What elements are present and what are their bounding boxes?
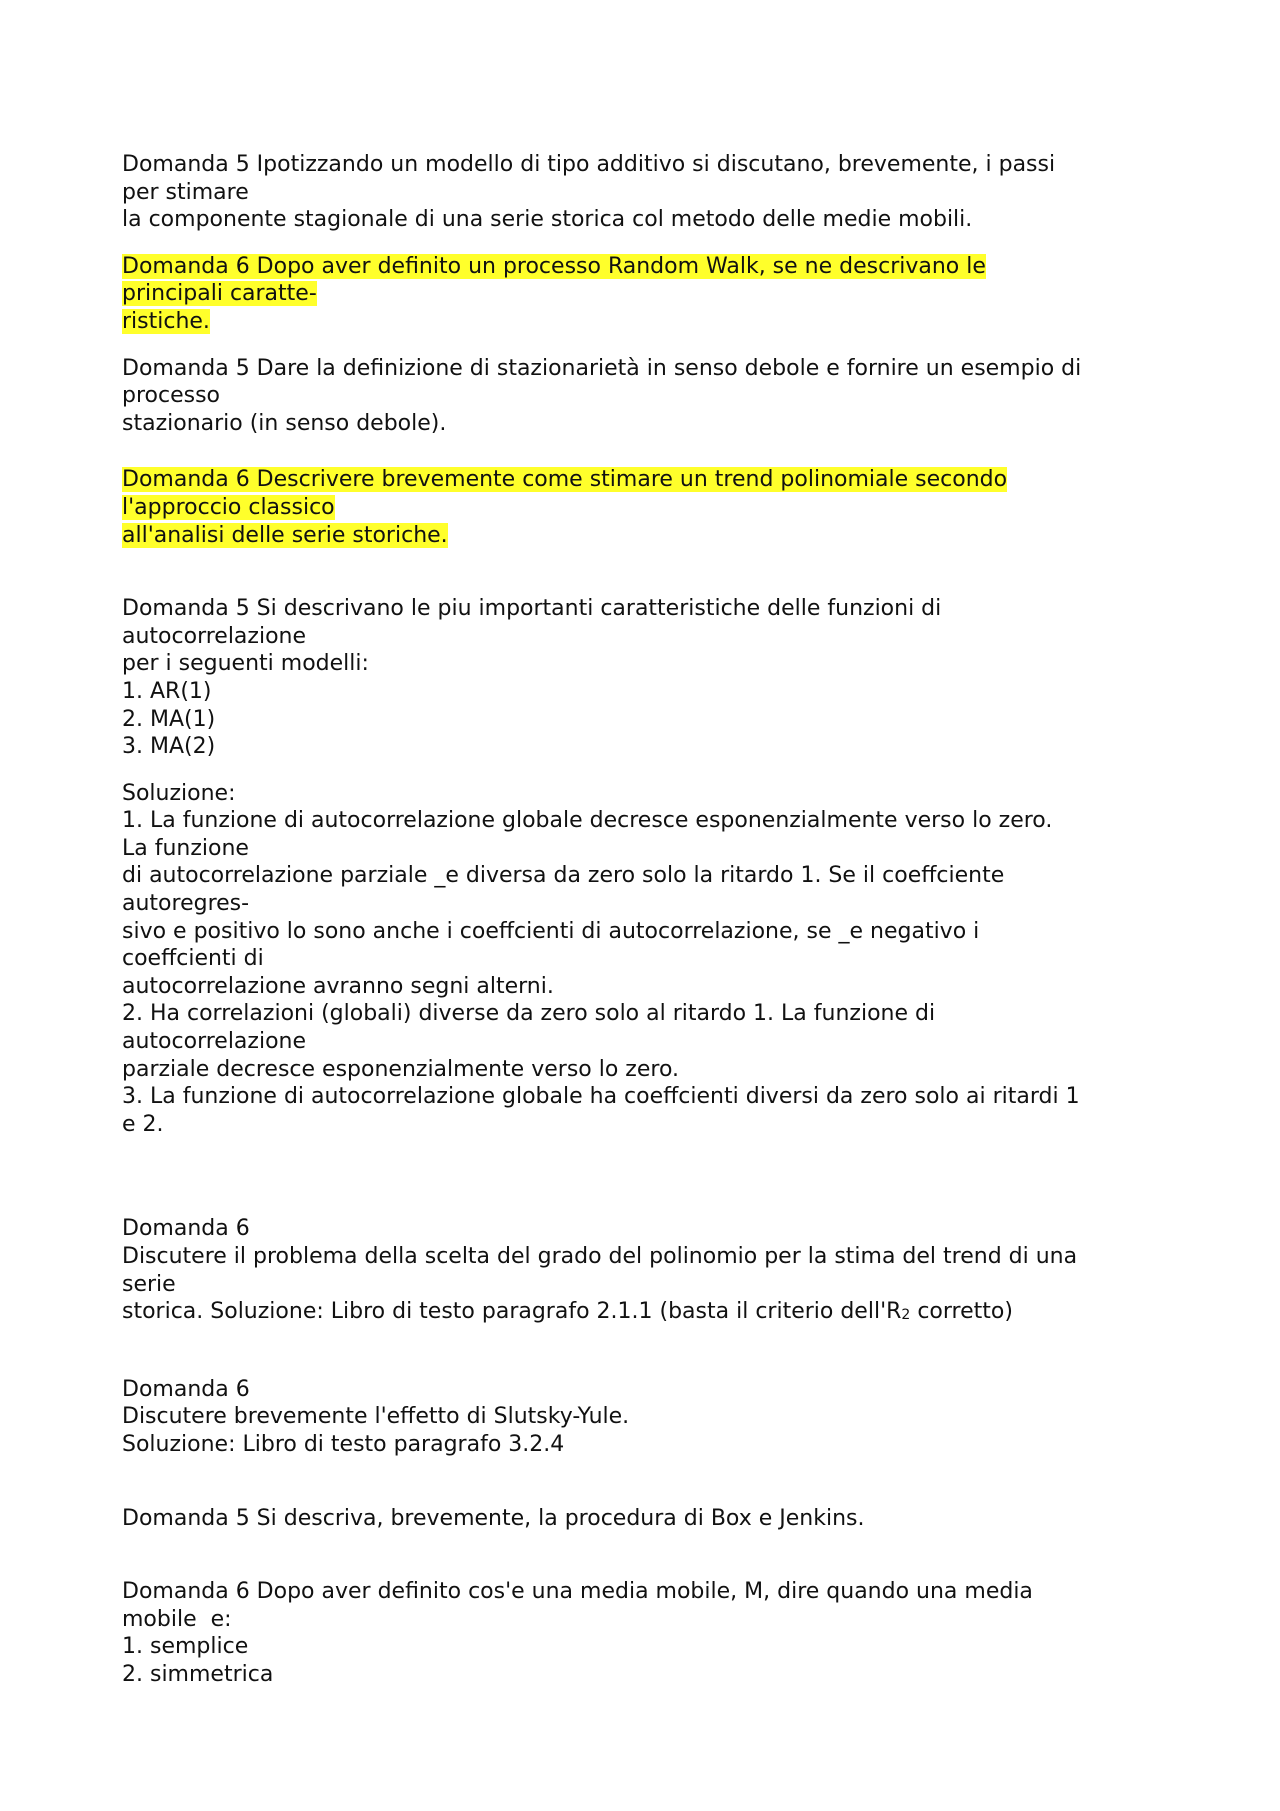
question-6-polynomial-degree	[122, 1215, 1182, 1329]
document-page	[122, 151, 1182, 1689]
list-item: 3. MA(2)	[122, 734, 216, 760]
text-line: autocorrelazione avranno segni alterni.	[122, 973, 554, 999]
text-line: Discutere il problema della scelta del grado del polinomio per la stima del trend di una	[122, 1244, 1078, 1269]
question-6-polynomial-trend-highlighted	[122, 466, 1182, 549]
highlighted-text-line: ristiche.	[122, 308, 210, 334]
text-line: Domanda 5 Dare la definizione di stazionarietà in senso debole e fornire un esempio di	[122, 355, 1082, 381]
text-line: autocorrelazione	[122, 623, 307, 649]
text-line: per i seguenti modelli:	[122, 651, 369, 677]
list-item: 2. simmetrica	[122, 1661, 274, 1687]
list-item: 1. AR(1)	[122, 678, 212, 704]
text-line: la componente stagionale di una serie storica col metodo delle medie mobili.	[122, 207, 973, 233]
text-line: Soluzione: Libro di testo paragrafo 3.2.4	[122, 1431, 565, 1457]
highlighted-text-line: Domanda 6 Dopo aver definito un processo Random Walk, se ne descrivano le	[122, 253, 986, 279]
subscript: 2	[901, 1307, 911, 1324]
list-item: 2. MA(1)	[122, 706, 216, 732]
text-line: autocorrelazione	[122, 1029, 307, 1055]
highlighted-text-line: Domanda 6 Descrivere brevemente come stimare un trend polinomiale secondo	[122, 467, 1008, 493]
text-line: parziale decresce esponenzialmente verso lo zero.	[122, 1056, 680, 1082]
question-5-box-jenkins	[122, 1505, 1182, 1533]
text-line: 2. Ha correlazioni (globali) diverse da zero solo al ritardo 1. La funzione di	[122, 1001, 936, 1027]
text-line: serie	[122, 1271, 176, 1297]
text-line: autoregres-	[122, 891, 250, 917]
text-line: processo	[122, 383, 221, 409]
text-line: per stimare	[122, 179, 249, 205]
text-line: e 2.	[122, 1111, 164, 1137]
question-6-slutsky-yule	[122, 1376, 1182, 1459]
highlighted-text-line: all'analisi delle serie storiche.	[122, 522, 448, 548]
question-5-seasonal-component	[122, 151, 1182, 234]
question-5-stationarity	[122, 355, 1182, 438]
solution-heading: Soluzione:	[122, 780, 236, 806]
text-line: Domanda 5 Si descrivano le piu importanti caratteristiche delle funzioni di	[122, 596, 942, 622]
text-line: stazionario (in senso debole).	[122, 410, 447, 436]
highlighted-text-line: principali caratte-	[122, 281, 317, 307]
text-line: Domanda 6	[122, 1216, 250, 1242]
text-line: Domanda 5 Ipotizzando un modello di tipo additivo si discutano, brevemente, i passi	[122, 152, 1056, 177]
text-line: mobile e:	[122, 1606, 232, 1632]
question-6-random-walk-highlighted	[122, 253, 1182, 336]
text-line: 3. La funzione di autocorrelazione globale ha coeffcienti diversi da zero solo ai ritardi 1	[122, 1084, 1080, 1110]
text-line: storica. Soluzione: Libro di testo paragrafo 2.1.1 (basta il criterio $dell'R_2$ corretto)	[122, 1299, 1013, 1325]
text-line: coeffcienti di	[122, 946, 264, 972]
text-line: di autocorrelazione parziale _e diversa da zero solo la ritardo 1. Se il coeffciente	[122, 863, 1005, 889]
solution-autocorrelation	[122, 780, 1182, 1139]
text-line: Domanda 6 Dopo aver definito cos'e una media mobile, M, dire quando una media	[122, 1579, 1033, 1605]
text-line: sivo e positivo lo sono anche i coeffcienti di autocorrelazione, se _e negativo i	[122, 918, 980, 944]
list-item: 1. semplice	[122, 1634, 249, 1660]
highlighted-text-line: l'approccio classico	[122, 494, 335, 520]
text-line: 1. La funzione di autocorrelazione globale decresce esponenzialmente verso lo zero.	[122, 808, 1053, 834]
text-line: Domanda 6	[122, 1376, 250, 1402]
text-line: Domanda 5 Si descriva, brevemente, la procedura di Box e Jenkins.	[122, 1505, 865, 1531]
question-6-moving-average	[122, 1578, 1182, 1688]
text-line: La funzione	[122, 835, 249, 861]
question-5-autocorrelation	[122, 595, 1182, 761]
text-line: Discutere brevemente l'effetto di Slutsky-Yule.	[122, 1404, 630, 1430]
